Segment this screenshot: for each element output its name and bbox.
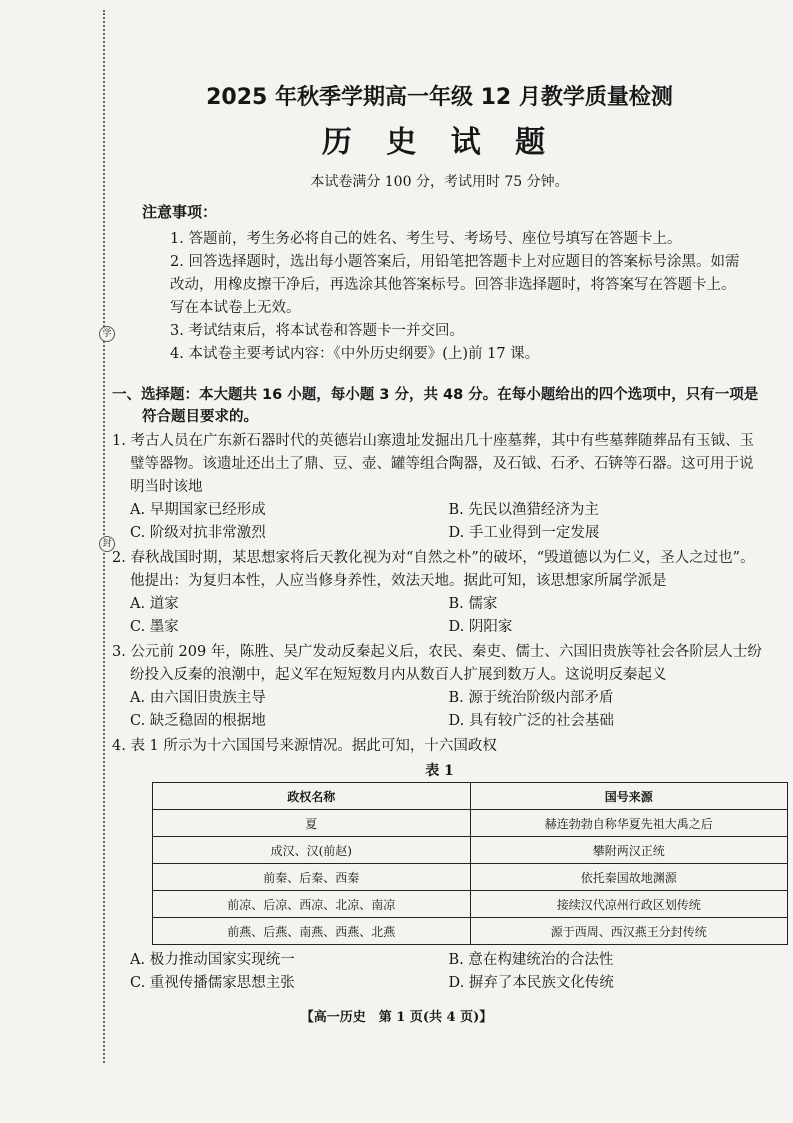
table-row	[153, 864, 788, 891]
option: B. 先民以渔猎经济为主	[448, 502, 599, 518]
section-heading: 一、选择题：本大题共 16 小题，每小题 3 分，共 48 分。在每小题给出的四个选项中，只有一项是符合题目要求的。	[112, 387, 759, 425]
page-footer: 【高一历史 第 1 页(共 4 页)】	[300, 1010, 493, 1025]
option: D. 摒弃了本民族文化传统	[448, 975, 614, 991]
exam-title: 2025 年秋季学期高一年级 12 月教学质量检测	[206, 85, 673, 110]
option: B. 源于统治阶级内部矛盾	[448, 690, 614, 706]
notice-heading: 注意事项：	[142, 203, 218, 221]
option: D. 手工业得到一定发展	[448, 525, 600, 541]
table-cell: 前凉、后凉、西凉、北凉、南凉	[153, 891, 471, 918]
table-cell: 源于西周、西汉燕王分封传统	[470, 918, 788, 945]
table-row	[153, 810, 788, 837]
notice-item: 4. 本试卷主要考试内容：《中外历史纲要》(上)前 17 课。	[170, 346, 540, 362]
table-row	[153, 837, 788, 864]
option: C. 缺乏稳固的根据地	[130, 713, 266, 729]
option: C. 阶级对抗非常激烈	[130, 525, 266, 541]
question-options	[112, 499, 767, 545]
option: A. 由六国旧贵族主导	[130, 690, 266, 706]
question-options	[112, 687, 767, 733]
table-row	[153, 891, 788, 918]
notice-item: 1. 答题前，考生务必将自己的姓名、考生号、考场号、座位号填写在答题卡上。	[170, 231, 682, 247]
binding-mark-2: 封	[99, 536, 115, 552]
question-stem: 1. 考古人员在广东新石器时代的英德岩山寨遗址发掘出几十座墓葬，其中有些墓葬随葬品有玉钺、玉璧等器物。该遗址还出土了鼎、豆、壶、罐等组合陶器，及石钺、石矛、石锛等石器。这可用于说明当时该地	[112, 433, 754, 495]
table-cell: 前燕、后燕、南燕、西燕、北燕	[153, 918, 471, 945]
table-header-cell: 政权名称	[153, 783, 471, 810]
data-table	[152, 782, 788, 945]
table-cell: 夏	[153, 810, 471, 837]
question-options	[112, 593, 767, 639]
table-caption: 表 1	[425, 763, 454, 779]
exam-page	[112, 80, 767, 995]
option: D. 阴阳家	[448, 619, 513, 635]
question-stem: 2. 春秋战国时期，某思想家将后天教化视为对“自然之朴”的破坏，“毁道德以为仁义，圣人之过也”。他提出：为复归本性，人应当修身养性，效法天地。据此可知，该思想家所属学派是	[112, 550, 755, 589]
table-header-row	[153, 783, 788, 810]
option: A. 极力推动国家实现统一	[130, 952, 295, 968]
table-cell: 赫连勃勃自称华夏先祖大禹之后	[470, 810, 788, 837]
question-options	[112, 949, 767, 995]
question-stem: 3. 公元前 209 年，陈胜、吴广发动反秦起义后，农民、秦吏、儒士、六国旧贵族等社会各阶层人士纷纷投入反秦的浪潮中，起义军在短短数月内从数百人扩展到数万人。这说明反秦起义	[112, 644, 762, 683]
table-header-cell: 国号来源	[470, 783, 788, 810]
table-cell: 攀附两汉正统	[470, 837, 788, 864]
question-stem: 4. 表 1 所示为十六国国号来源情况。据此可知，十六国政权	[112, 738, 497, 754]
notice-item: 3. 考试结束后，将本试卷和答题卡一并交回。	[170, 323, 464, 339]
option: A. 道家	[130, 596, 179, 612]
option: B. 儒家	[448, 596, 498, 612]
option: D. 具有较广泛的社会基础	[448, 713, 614, 729]
exam-info: 本试卷满分 100 分，考试用时 75 分钟。	[310, 174, 569, 190]
option: C. 墨家	[130, 619, 179, 635]
option: A. 早期国家已经形成	[130, 502, 266, 518]
table-row	[153, 918, 788, 945]
table-cell: 依托秦国故地渊源	[470, 864, 788, 891]
notice-item: 2. 回答选择题时，选出每小题答案后，用铅笔把答题卡上对应题目的答案标号涂黑。如需改动，用橡皮擦干净后，再选涂其他答案标号。回答非选择题时，将答案写在答题卡上。写在本试卷上无效。	[170, 254, 740, 316]
option: B. 意在构建统治的合法性	[448, 952, 614, 968]
exam-subject-title: 历 史 试 题	[321, 125, 558, 160]
table-cell: 成汉、汉(前赵)	[153, 837, 471, 864]
option: C. 重视传播儒家思想主张	[130, 975, 295, 991]
binding-mark-1: 学	[99, 326, 115, 342]
table-cell: 接续汉代凉州行政区划传统	[470, 891, 788, 918]
table-cell: 前秦、后秦、西秦	[153, 864, 471, 891]
